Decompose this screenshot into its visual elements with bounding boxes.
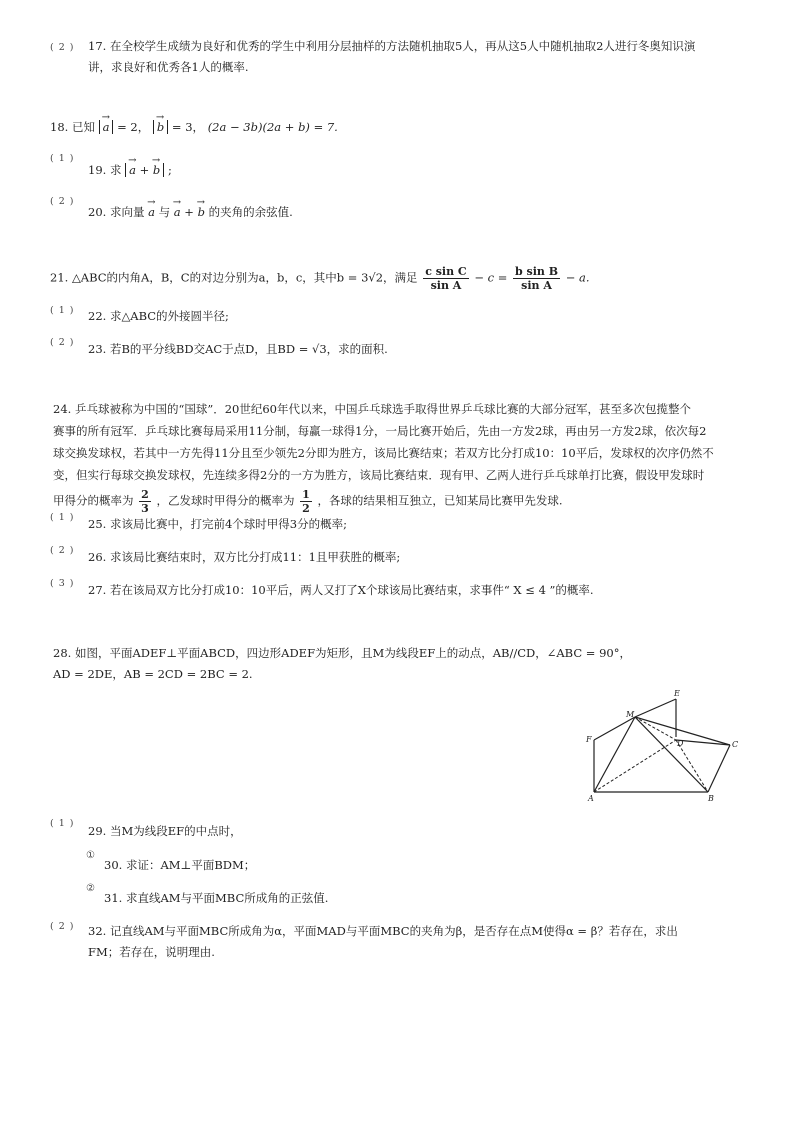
part-tag: ( 2 ) [50, 545, 75, 556]
part-tag: ( 2 ) [50, 337, 75, 348]
vector-b-norm: → b [153, 120, 168, 134]
equation: − c = [474, 270, 508, 285]
question-32 [88, 921, 678, 963]
question-text: FM；若存在，说明理由. [88, 945, 215, 959]
question-23: 23. 若B的平分线BD交AC于点D，且BD = √3，求的面积. [88, 342, 388, 356]
part-tag: ( 1 ) [50, 512, 75, 523]
equation: = 3， [171, 120, 205, 134]
question-text: 21. △ABC的内角A，B，C的对边分别为a，b，c，其中b = 3√2，满足 [50, 270, 418, 285]
question-25: 25. 求该局比赛中，打完前4个球时甲得3分的概率; [88, 517, 347, 531]
question-text: 与 [158, 205, 171, 219]
question-text: 19. 求 [88, 163, 122, 177]
part-tag: ( 1 ) [50, 305, 75, 316]
hidden-edge-AD [594, 740, 676, 792]
question-18 [50, 117, 338, 138]
question-text: 24. 乒乓球被称为中国的“国球”．20世纪60年代以来，中国乒乓球选手取得世界乒乓球比赛的大部分冠军，甚至多次包揽整个 [53, 402, 691, 416]
question-31: 31. 求直线AM与平面MBC所成角的正弦值. [104, 891, 329, 905]
part-tag: ( 1 ) [50, 818, 75, 829]
question-text: 赛事的所有冠军．乒乓球比赛每局采用11分制，每赢一球得1分，一局比赛开始后，先由一方发2球，再由另一方发2球，依次每2 [53, 424, 707, 438]
label-F: F [586, 735, 592, 744]
fraction: $\frac{1}{2}$ [302, 488, 310, 515]
fraction: $\frac{2}{3}$ [141, 488, 149, 515]
hidden-edge-MD [635, 717, 676, 740]
equation: = 2， [117, 120, 150, 134]
label-A: A [588, 794, 594, 803]
question-26: 26. 求该局比赛结束时，双方比分打成11：1且甲获胜的概率; [88, 550, 401, 564]
question-text: 讲，求良好和优秀各1人的概率. [88, 60, 249, 74]
question-text: 28. 如图，平面ADEF⊥平面ABCD，四边形ADEF为矩形，且M为线段EF上的动点，AB//CD，∠ABC = 90°， [53, 646, 631, 660]
question-28 [53, 643, 631, 685]
part-tag: ( 2 ) [50, 196, 75, 207]
question-30: 30. 求证：AM⊥平面BDM； [104, 858, 256, 872]
edge-ME [635, 699, 676, 717]
question-19 [88, 160, 172, 181]
question-text: 球交换发球权，若其中一方先得11分且至少领先2分即为胜方，该局比赛结束；若双方比分打成10：10平后，发球权的次序仍然不 [53, 446, 714, 460]
part-tag: ( 2 ) [50, 921, 75, 932]
question-text: 的夹角的余弦值. [208, 205, 293, 219]
sub-marker: ① [86, 850, 95, 861]
part-tag: ( 1 ) [50, 153, 75, 164]
label-C: C [732, 740, 739, 749]
sub-marker: ② [86, 883, 95, 894]
geometry-figure [580, 685, 750, 805]
label-E: E [674, 689, 680, 698]
part-tag: ( 2 ) [50, 42, 75, 53]
question-22: 22. 求△ABC的外接圆半径; [88, 309, 229, 323]
question-line [53, 488, 714, 515]
question-text: ，乙发球时甲得分的概率为 [156, 493, 295, 508]
question-text: 变，但实行每球交换发球权，先连续多得2分的一方为胜方，该局比赛结束．现有甲、乙两人进行乒乓球单打比赛，假设甲发球时 [53, 468, 705, 482]
question-24 [53, 398, 714, 515]
fraction: $\frac{\text{b sin B}}{\text{sin A}}$ [515, 265, 559, 292]
part-tag: ( 3 ) [50, 578, 75, 589]
vector-a: → a [148, 202, 155, 223]
edge-BC [708, 745, 730, 792]
question-text: 20. 求向量 [88, 205, 145, 219]
question-20 [88, 202, 293, 223]
label-B: B [708, 794, 714, 803]
question-17 [88, 36, 695, 78]
label-D: D [677, 739, 684, 748]
question-text: AD = 2DE，AB = 2CD = 2BC = 2. [53, 667, 253, 681]
vector-a-norm: → a [99, 120, 114, 134]
vector-sum: → a + → b [174, 205, 205, 219]
equation: − a. [565, 270, 590, 285]
question-text: ，各球的结果相互独立，已知某局比赛甲先发球. [317, 493, 563, 508]
label-M: M [626, 710, 635, 719]
question-27: 27. 若在该局双方比分打成10：10平后，两人又打了X个球该局比赛结束，求事件“ X ≤ 4 ”的概率. [88, 583, 594, 597]
question-21 [50, 265, 590, 292]
vector-sum-norm: → a + → b [125, 163, 164, 177]
question-text: 甲得分的概率为 [53, 493, 134, 508]
fraction: $\frac{\text{c sin C}}{\text{sin A}}$ [425, 265, 467, 292]
equation: (2a − 3b)(2a + b) = 7. [207, 120, 338, 134]
question-text: ; [167, 163, 172, 177]
question-29: 29. 当M为线段EF的中点时， [88, 824, 242, 838]
question-text: 18. 已知 [50, 120, 95, 134]
question-text: 17. 在全校学生成绩为良好和优秀的学生中利用分层抽样的方法随机抽取5人，再从这5人中随机抽取2人进行冬奥知识演 [88, 39, 696, 53]
question-text: 32. 记直线AM与平面MBC所成角为α，平面MAD与平面MBC的夹角为β，是否存在点M使得α = β？若存在，求出 [88, 924, 678, 938]
